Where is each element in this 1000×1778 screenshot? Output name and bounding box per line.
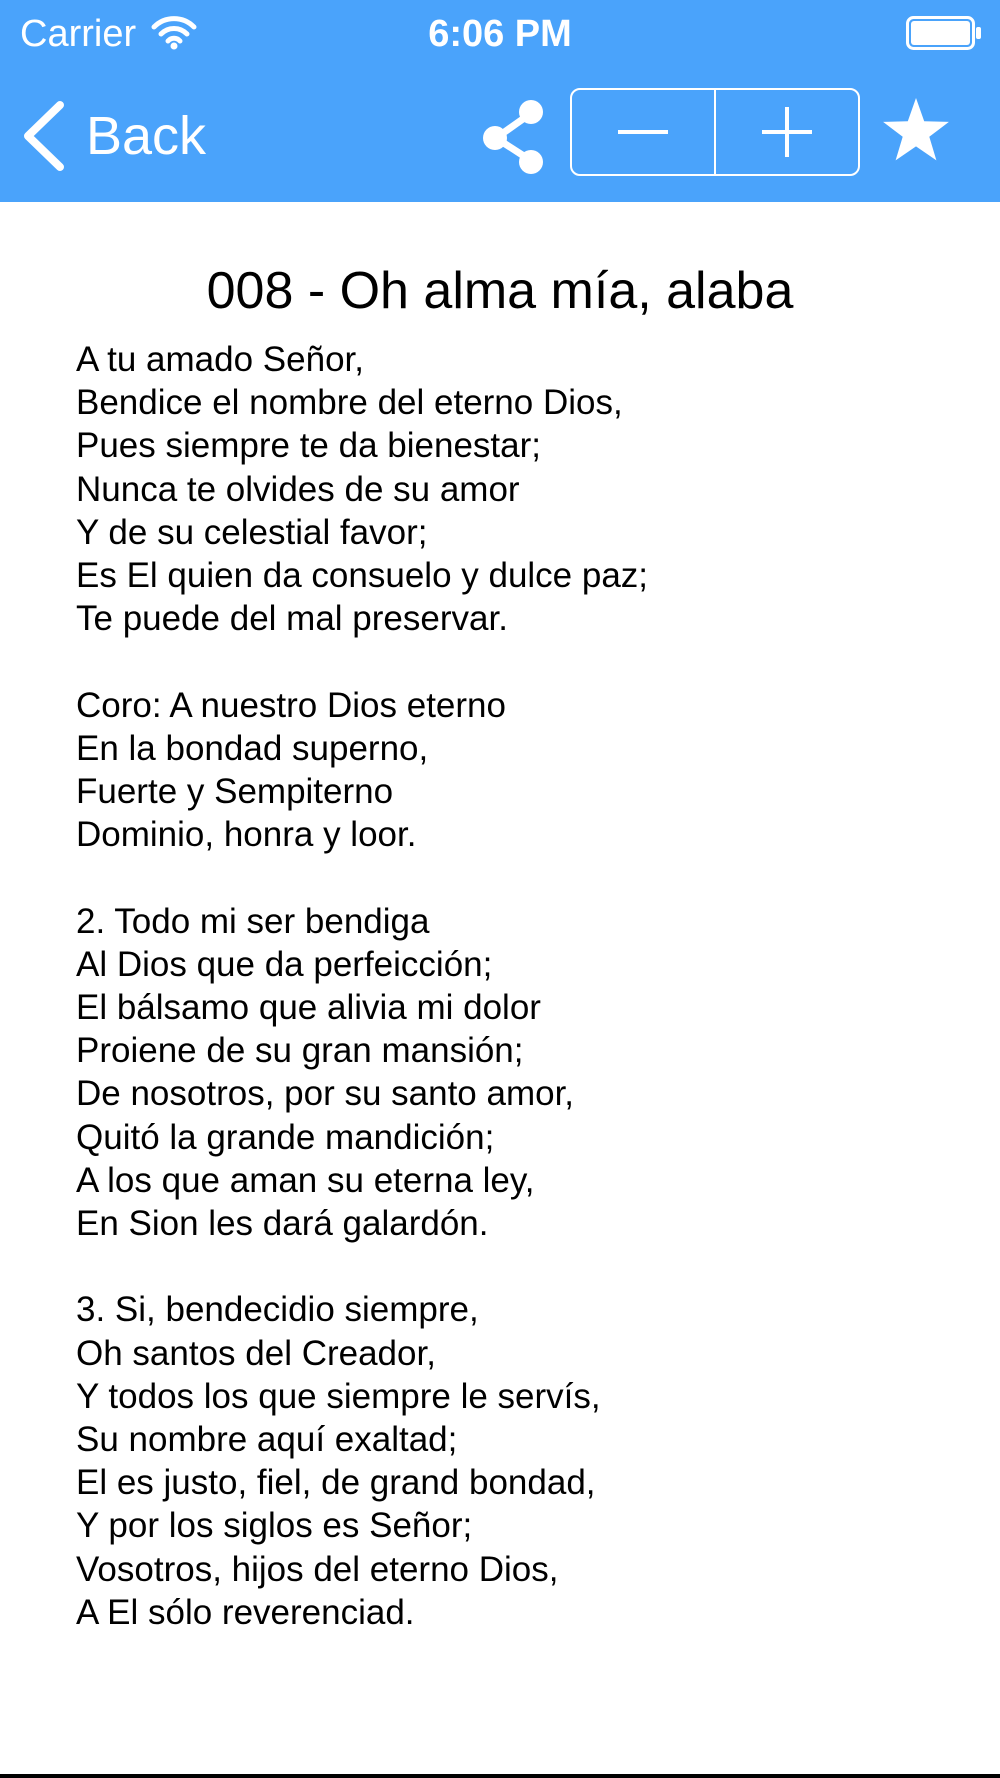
back-button[interactable] [22, 94, 206, 178]
song-lyrics: A tu amado Señor, Bendice el nombre del eterno Dios, Pues siempre te da bienestar; Nunca te olvides de su amor Y de su celestial favor; Es El quien da consuelo y dulce paz; Te puede del mal preservar. Coro: A nuestro Dios eterno En la bondad superno, Fuerte y Sempiterno Dominio, honra y loor. 2. Todo mi ser bendiga Al Dios que da perfeicción; El bálsamo que alivia mi dolor Proiene de su gran mansión; De nosotros, por su santo amor, Quitó la grande mandición; A los que aman su eterna ley, En Sion les dará galardón. 3. Si, bendecidio siempre, Oh santos del Creador, Y todos los que siempre le servís, Su nombre aquí exaltad; El es justo, fiel, de grand bondad, Y por los siglos es Señor; Vosotros, hijos del eterno Dios, A El sólo reverenciad. [76, 340, 649, 1632]
minus-icon [618, 128, 668, 136]
font-size-stepper [570, 88, 860, 176]
lyrics-scroll-view[interactable] [0, 340, 1000, 1778]
decrease-font-button[interactable] [572, 90, 714, 174]
navigation-bar [0, 70, 1000, 202]
status-bar [0, 0, 1000, 70]
carrier-label: Carrier [20, 13, 137, 55]
plus-icon [762, 107, 812, 157]
back-button-label: Back [86, 106, 207, 166]
battery-icon [906, 16, 982, 50]
clock: 6:06 PM [428, 13, 572, 55]
chevron-left-icon [22, 101, 66, 171]
star-icon[interactable] [882, 96, 950, 164]
bottom-divider [0, 1774, 1000, 1778]
increase-font-button[interactable] [716, 90, 858, 174]
share-icon[interactable] [478, 96, 548, 176]
song-title: 008 - Oh alma mía, alaba [206, 262, 794, 320]
